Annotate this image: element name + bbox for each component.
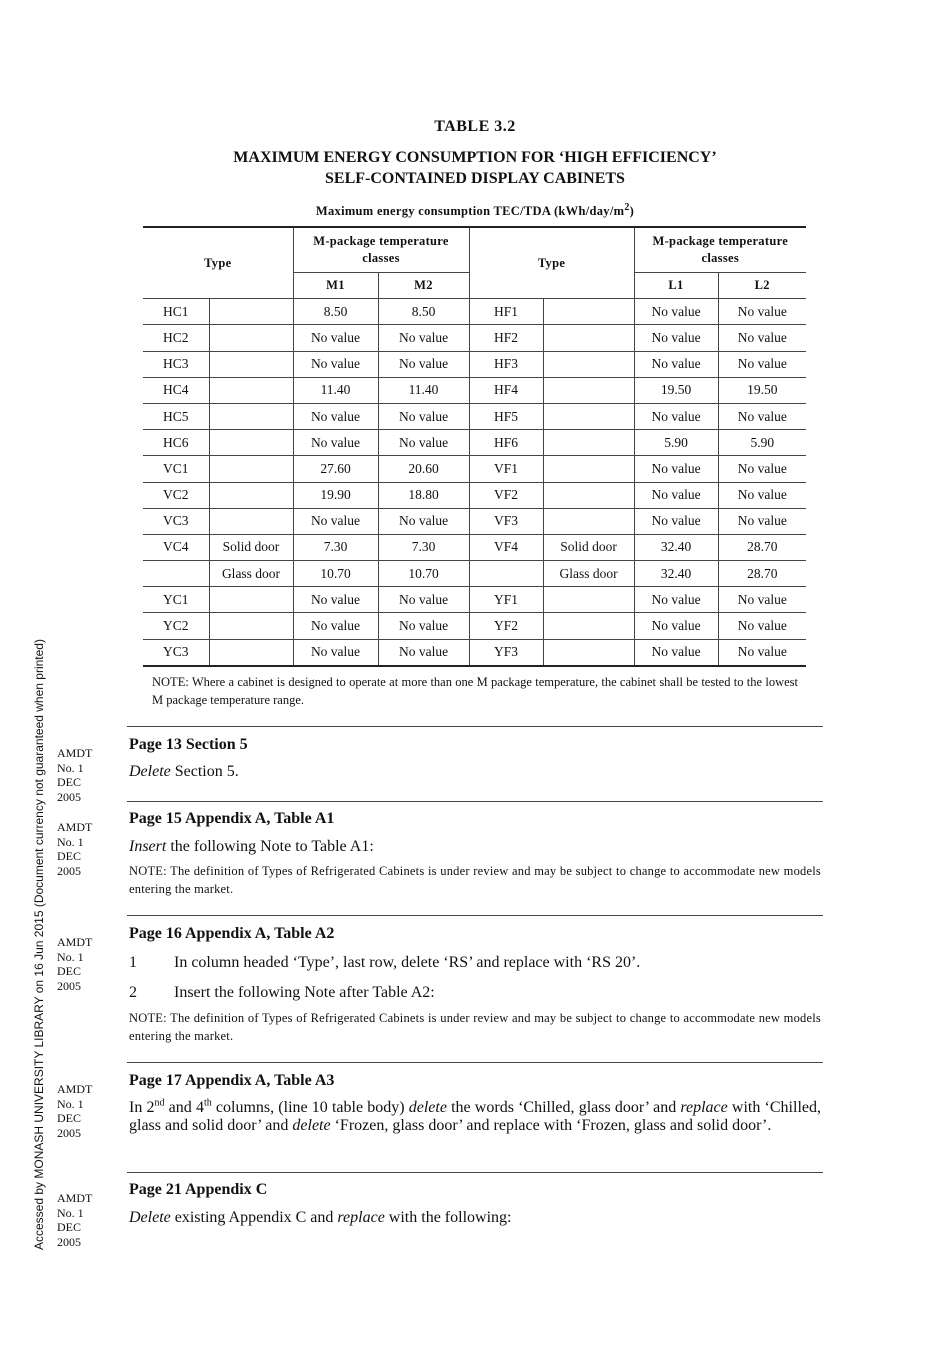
table-cell: No value	[718, 351, 806, 377]
table-cell: No value	[378, 587, 469, 613]
table-cell: YC1	[143, 587, 209, 613]
table-cell: VC1	[143, 456, 209, 482]
amendment-label-line: No. 1	[57, 1096, 84, 1111]
table-cell: 8.50	[378, 299, 469, 325]
table-cell: 7.30	[378, 534, 469, 560]
table-cell: Solid door	[543, 534, 634, 560]
caption-text: Maximum energy consumption TEC/TDA (kWh/day/m	[315, 204, 625, 218]
table-row	[143, 561, 806, 587]
access-watermark: Accessed by MONASH UNIVERSITY LIBRARY on 16 Jun 2015 (Document currency not guaranteed when printed)	[32, 639, 46, 1250]
table-cell: No value	[634, 587, 718, 613]
table-row	[143, 377, 806, 403]
note-page15: NOTE: The definition of Types of Refrigerated Cabinets is under review and may be subject to change to accommodate new models entering the market.	[129, 864, 821, 896]
table-cell: 11.40	[378, 377, 469, 403]
table-cell: No value	[378, 325, 469, 351]
table-cell: 19.50	[718, 377, 806, 403]
table-cell	[543, 430, 634, 456]
table-cell: HF2	[469, 325, 543, 351]
amendment-label-line: DEC	[57, 775, 81, 789]
table-cell: 10.70	[293, 561, 378, 587]
table-cell: No value	[293, 508, 378, 534]
table-cell: No value	[378, 403, 469, 429]
table-cell: HC3	[143, 351, 209, 377]
text: with ‘Chilled, glass and solid door’ and	[129, 1099, 821, 1134]
table-cell: HF5	[469, 403, 543, 429]
section-heading-page15: Page 15 Appendix A, Table A1	[129, 810, 335, 827]
table-row	[143, 482, 806, 508]
table-cell: No value	[634, 482, 718, 508]
table-heading-line1: MAXIMUM ENERGY CONSUMPTION FOR ‘HIGH EFFICIENCY’	[233, 149, 717, 166]
emphasis: Delete	[129, 763, 171, 780]
table-cell: No value	[378, 430, 469, 456]
l2-header: L2	[718, 273, 806, 299]
table-cell: No value	[293, 325, 378, 351]
section-heading-page17: Page 17 Appendix A, Table A3	[129, 1072, 335, 1089]
emphasis: delete	[408, 1099, 447, 1116]
emphasis: Insert	[129, 838, 167, 855]
table-cell: No value	[718, 639, 806, 666]
table-cell: YF2	[469, 613, 543, 639]
divider	[127, 915, 823, 916]
table-cell: HF6	[469, 430, 543, 456]
divider	[127, 726, 823, 727]
table-cell	[143, 561, 209, 587]
table-cell: HF1	[469, 299, 543, 325]
table-cell: HC2	[143, 325, 209, 351]
table-heading-line2: SELF-CONTAINED DISPLAY CABINETS	[325, 170, 625, 187]
table-cell: VF1	[469, 456, 543, 482]
item-text: In column headed ‘Type’, last row, delete ‘RS’ and replace with ‘RS 20’.	[174, 954, 641, 971]
table-cell	[209, 456, 293, 482]
table-cell: YC2	[143, 613, 209, 639]
table-cell: 18.80	[378, 482, 469, 508]
list-item-2	[129, 984, 435, 1002]
table-cell: No value	[718, 403, 806, 429]
table-row	[143, 456, 806, 482]
table-cell: 7.30	[293, 534, 378, 560]
text: ‘Frozen, glass door’ and replace with ‘Frozen, glass and solid door’.	[330, 1117, 772, 1134]
divider	[127, 1062, 823, 1063]
text: existing Appendix C and	[170, 1209, 338, 1226]
table-cell: VF2	[469, 482, 543, 508]
section-text-page13	[129, 763, 239, 781]
table-cell	[543, 403, 634, 429]
m1-header: M1	[293, 273, 378, 299]
table-cell	[543, 377, 634, 403]
text: and 4	[164, 1099, 204, 1116]
table-cell: No value	[378, 351, 469, 377]
text: Section 5.	[170, 763, 239, 780]
table-cell: 27.60	[293, 456, 378, 482]
mpackage-header-right: M-package temperature classes	[634, 227, 806, 273]
amendment-label-line: AMDT	[57, 746, 93, 760]
table-row	[143, 534, 806, 560]
table-cell: No value	[634, 351, 718, 377]
table-cell	[209, 403, 293, 429]
table-cell	[209, 587, 293, 613]
table-cell: 19.90	[293, 482, 378, 508]
table-row	[143, 403, 806, 429]
table-cell: VC4	[143, 534, 209, 560]
section-heading-page16: Page 16 Appendix A, Table A2	[129, 925, 335, 942]
table-cell: 28.70	[718, 534, 806, 560]
text: the following Note to Table A1:	[166, 838, 374, 855]
superscript: nd	[154, 1097, 165, 1109]
type-header-left: Type	[143, 227, 293, 299]
table-caption	[0, 201, 950, 219]
table-cell: 28.70	[718, 561, 806, 587]
text: with the following:	[384, 1209, 512, 1226]
table-cell: No value	[293, 639, 378, 666]
section-text-page15	[129, 838, 374, 856]
amendment-label-line: AMDT	[57, 1082, 93, 1096]
table-cell: 32.40	[634, 561, 718, 587]
table-row	[143, 587, 806, 613]
table-cell	[543, 639, 634, 666]
amendment-label	[57, 935, 92, 993]
emphasis: replace	[337, 1209, 385, 1226]
table-cell	[209, 482, 293, 508]
amendment-label	[57, 1082, 92, 1140]
table-label: TABLE 3.2	[434, 118, 516, 135]
section-heading-page13: Page 13 Section 5	[129, 736, 248, 753]
mpackage-header-left: M-package temperature classes	[293, 227, 469, 273]
table-cell: No value	[718, 482, 806, 508]
amendment-label-line: No. 1	[57, 834, 84, 849]
table-cell	[543, 613, 634, 639]
text: In 2	[129, 1099, 155, 1116]
table-row	[143, 508, 806, 534]
emphasis: replace	[680, 1099, 728, 1116]
table-cell: No value	[293, 403, 378, 429]
table-cell: YC3	[143, 639, 209, 666]
divider	[127, 1172, 823, 1173]
caption-superscript: 2	[624, 201, 630, 213]
table-cell	[543, 351, 634, 377]
table-row	[143, 430, 806, 456]
table-cell: No value	[634, 403, 718, 429]
table-cell: No value	[718, 299, 806, 325]
table-cell: No value	[634, 325, 718, 351]
amendment-label-line: 2005	[57, 1234, 81, 1249]
amendment-label-line: DEC	[57, 849, 81, 863]
amendment-label	[57, 746, 92, 804]
table-cell: Glass door	[543, 561, 634, 587]
table-cell: No value	[718, 325, 806, 351]
table-cell	[543, 325, 634, 351]
table-cell	[209, 613, 293, 639]
table-cell: VC2	[143, 482, 209, 508]
table-cell: VF3	[469, 508, 543, 534]
table-cell: 20.60	[378, 456, 469, 482]
table-cell: No value	[293, 613, 378, 639]
amendment-label-line: 2005	[57, 1125, 81, 1140]
table-cell: 19.50	[634, 377, 718, 403]
item-number: 1	[129, 954, 137, 971]
amendment-label-line: AMDT	[57, 935, 93, 949]
emphasis: delete	[292, 1117, 331, 1134]
table-cell: No value	[718, 508, 806, 534]
table-cell	[209, 639, 293, 666]
list-item-1	[129, 954, 640, 972]
table-cell	[209, 299, 293, 325]
table-row	[143, 299, 806, 325]
amendment-label	[57, 820, 92, 878]
table-cell: No value	[718, 456, 806, 482]
table-cell: No value	[634, 299, 718, 325]
table-cell: No value	[293, 587, 378, 613]
table-cell	[543, 456, 634, 482]
m2-header: M2	[378, 273, 469, 299]
table-cell	[209, 351, 293, 377]
table-cell	[209, 377, 293, 403]
table-cell	[469, 561, 543, 587]
table-row	[143, 639, 806, 666]
section-text-page21	[129, 1209, 511, 1227]
amendment-label-line: No. 1	[57, 1205, 84, 1220]
table-cell: No value	[634, 456, 718, 482]
amendment-label-line: 2005	[57, 978, 81, 993]
amendment-label-line: 2005	[57, 789, 81, 804]
amendment-label-line: No. 1	[57, 760, 84, 775]
amendment-label-line: DEC	[57, 1111, 81, 1125]
table-cell	[209, 508, 293, 534]
amendment-label	[57, 1191, 92, 1249]
table-row	[143, 325, 806, 351]
table-cell: Solid door	[209, 534, 293, 560]
table-note: NOTE: Where a cabinet is designed to operate at more than one M package temperature, the cabinet shall be tested to the lowest M package temperature range.	[152, 675, 798, 707]
amendment-label-line: No. 1	[57, 949, 84, 964]
table-cell: VC3	[143, 508, 209, 534]
table-cell: HF4	[469, 377, 543, 403]
table-cell: VF4	[469, 534, 543, 560]
table-cell: 10.70	[378, 561, 469, 587]
table-cell: Glass door	[209, 561, 293, 587]
table-cell: HC4	[143, 377, 209, 403]
table-cell	[543, 587, 634, 613]
table-cell: YF3	[469, 639, 543, 666]
table-cell: HC1	[143, 299, 209, 325]
item-number: 2	[129, 984, 137, 1001]
table-cell	[543, 482, 634, 508]
table-cell: 8.50	[293, 299, 378, 325]
text: columns, (line 10 table body)	[211, 1099, 409, 1116]
table-cell: No value	[378, 508, 469, 534]
type-header-right: Type	[469, 227, 634, 299]
amendment-label-line: DEC	[57, 1220, 81, 1234]
emphasis: Delete	[129, 1209, 171, 1226]
section-heading-page21: Page 21 Appendix C	[129, 1181, 268, 1198]
amendment-label-line: AMDT	[57, 1191, 93, 1205]
amendment-label-line: AMDT	[57, 820, 93, 834]
table-cell: No value	[293, 430, 378, 456]
table-row	[143, 351, 806, 377]
amendment-label-line: DEC	[57, 964, 81, 978]
table-cell: 11.40	[293, 377, 378, 403]
item-text: Insert the following Note after Table A2:	[174, 984, 435, 1001]
table-cell: No value	[718, 613, 806, 639]
table-cell: No value	[378, 639, 469, 666]
table-cell: HF3	[469, 351, 543, 377]
divider	[127, 801, 823, 802]
table-cell: 5.90	[718, 430, 806, 456]
table-cell: No value	[378, 613, 469, 639]
table-cell: No value	[634, 613, 718, 639]
caption-end: )	[629, 204, 635, 218]
table-row	[143, 613, 806, 639]
table-cell: 32.40	[634, 534, 718, 560]
table-cell: YF1	[469, 587, 543, 613]
superscript: th	[203, 1097, 212, 1109]
table-cell: No value	[634, 508, 718, 534]
table-cell: No value	[718, 587, 806, 613]
table-cell	[209, 430, 293, 456]
note-page16: NOTE: The definition of Types of Refrigerated Cabinets is under review and may be subject to change to accommodate new models entering the market.	[129, 1011, 821, 1043]
table-cell	[209, 325, 293, 351]
table-cell: HC5	[143, 403, 209, 429]
amendment-label-line: 2005	[57, 863, 81, 878]
l1-header: L1	[634, 273, 718, 299]
text: the words ‘Chilled, glass door’ and	[446, 1099, 681, 1116]
section-text-page17	[129, 1099, 821, 1135]
table-cell: 5.90	[634, 430, 718, 456]
table-cell	[543, 508, 634, 534]
energy-table	[143, 226, 806, 667]
table-cell	[543, 299, 634, 325]
table-cell: No value	[634, 639, 718, 666]
table-cell: No value	[293, 351, 378, 377]
table-cell: HC6	[143, 430, 209, 456]
